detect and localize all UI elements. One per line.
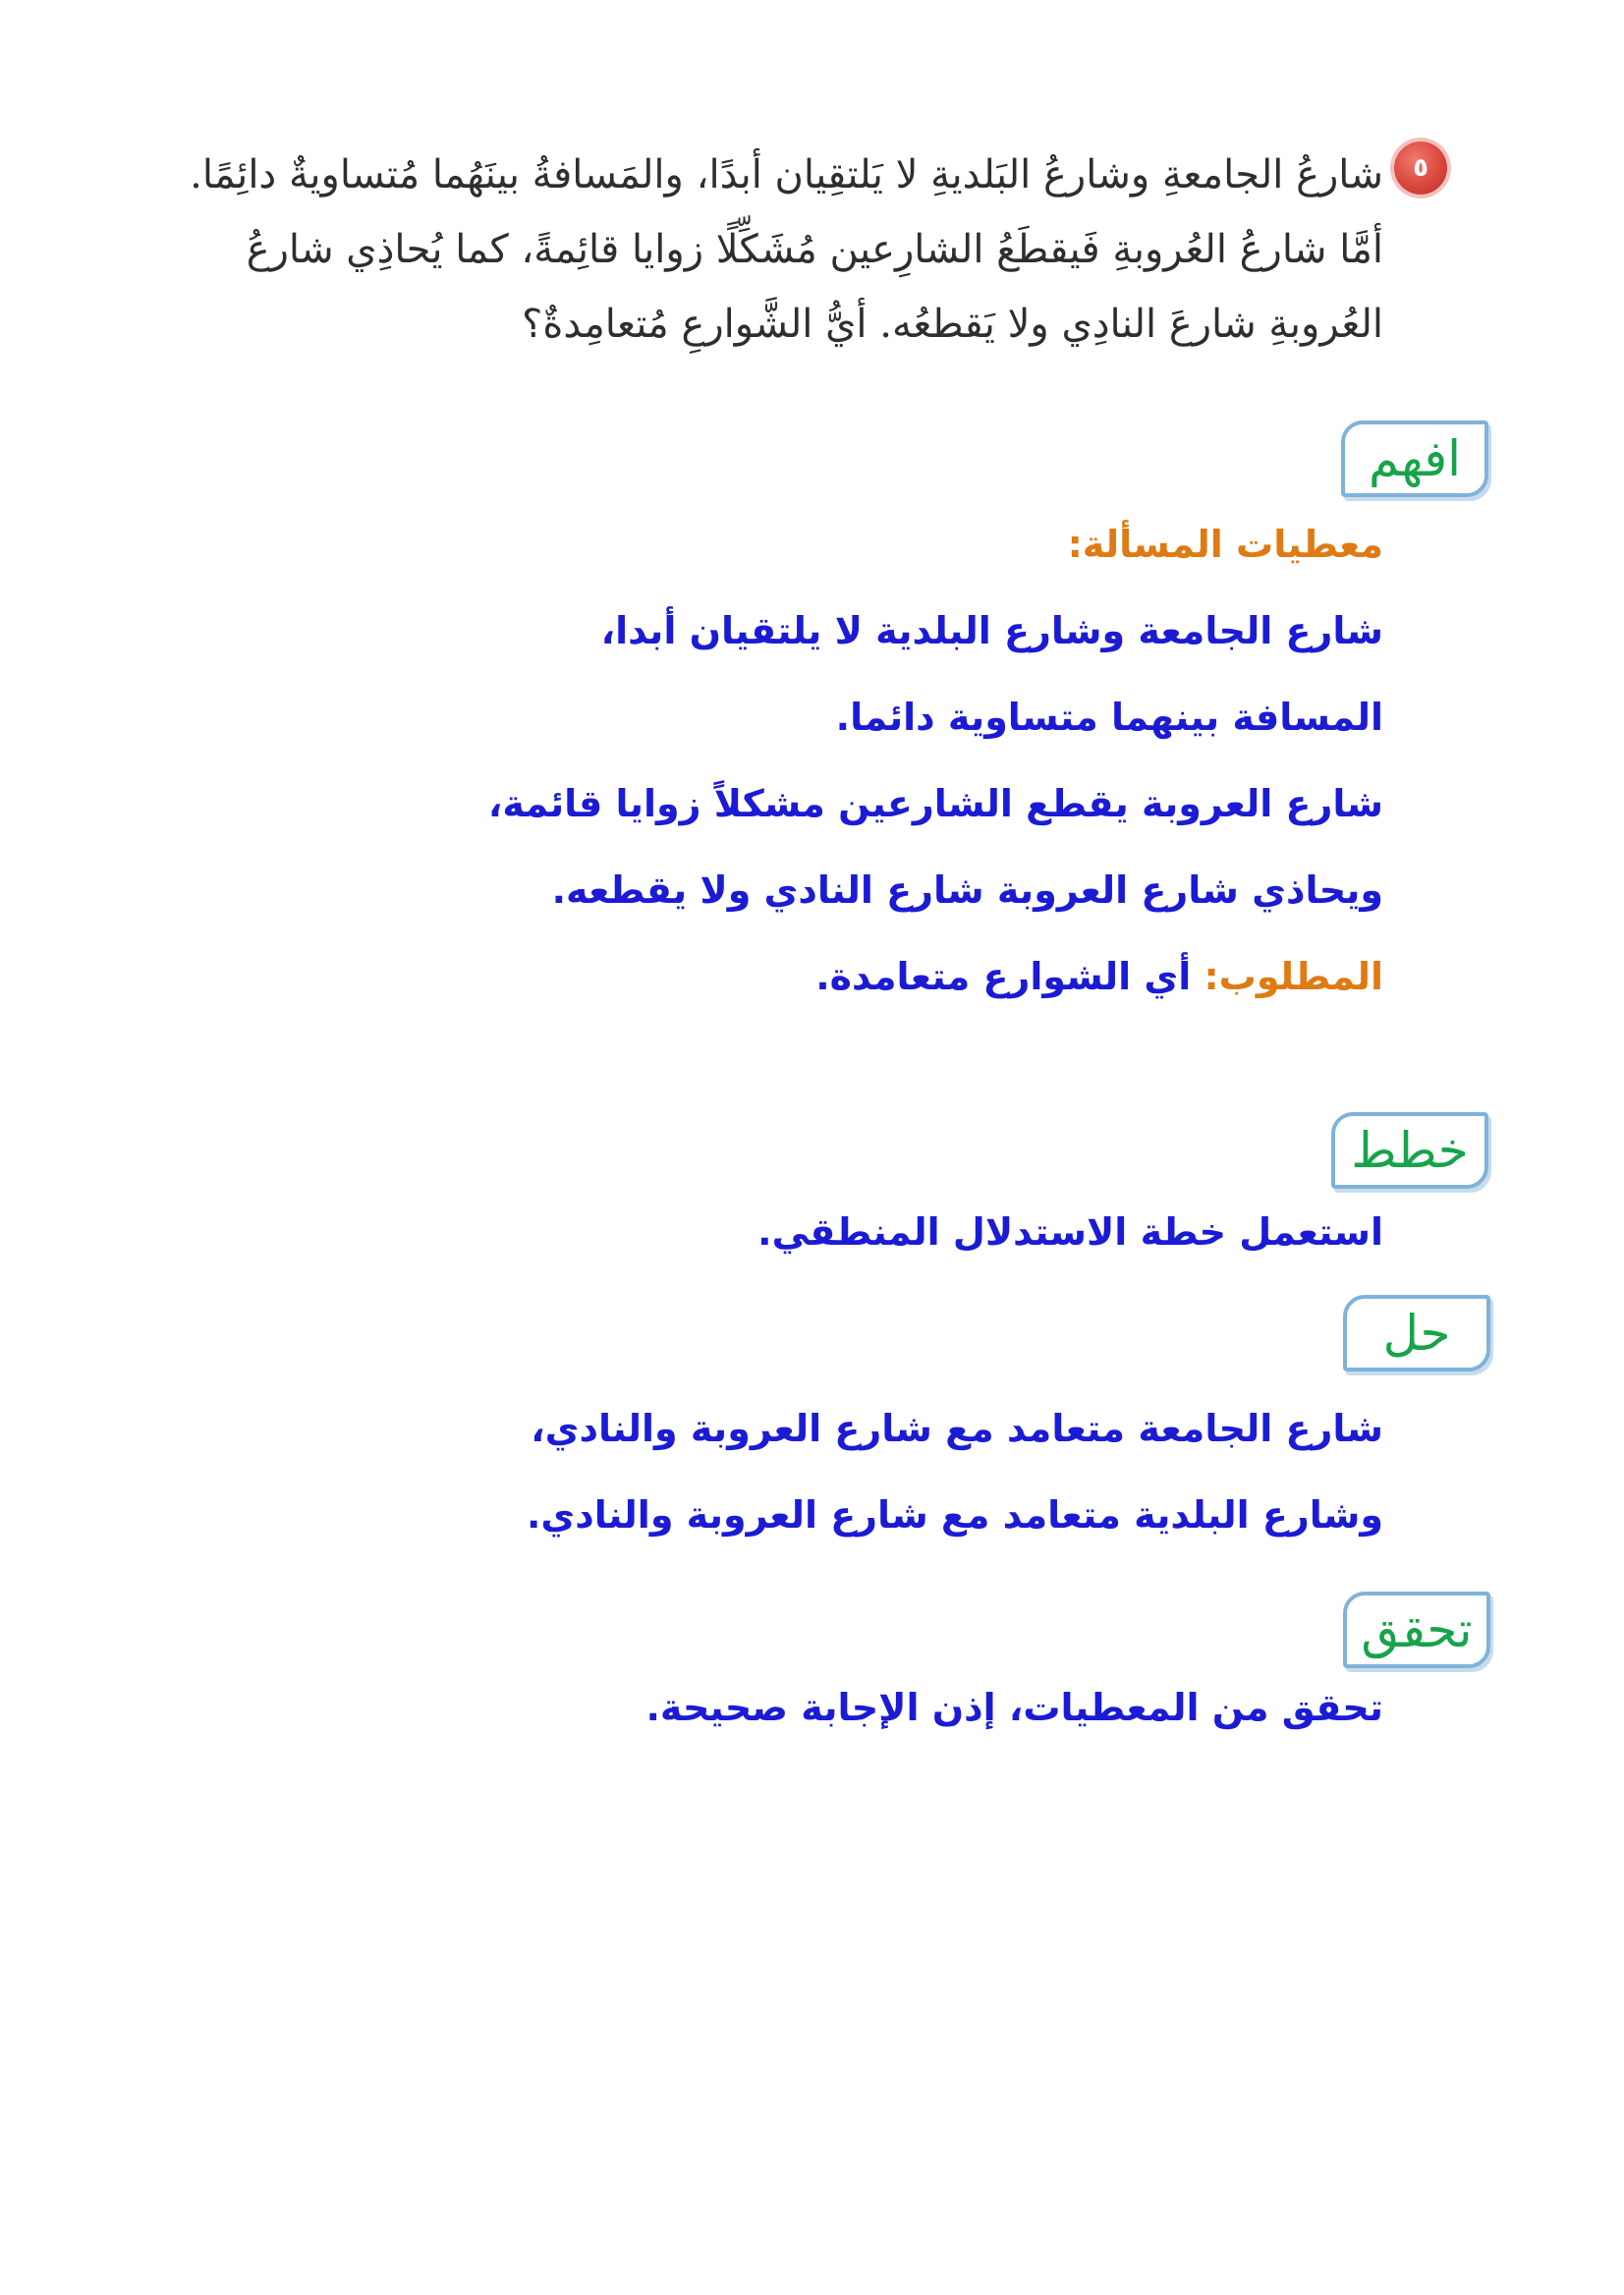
check-heading-box [1343,1592,1490,1668]
solve-section [499,1385,1383,1558]
plan-heading-box [1331,1112,1488,1189]
solve-heading: حل [1382,1305,1451,1362]
problem-statement [175,138,1383,362]
solve-heading-box [1343,1295,1490,1371]
given-item: ويحاذي شارع العروبة شارع النادي ولا يقطعه. [551,868,1383,912]
given-item: شارع الجامعة وشارع البلدية لا يلتقيان أبدا، [600,609,1383,652]
problem-number-badge: ٥ [1394,141,1447,195]
understand-heading-box [1341,420,1488,497]
solve-line: وشارع البلدية متعامد مع شارع العروبة والنادي. [526,1493,1383,1537]
plan-heading: خطط [1351,1122,1469,1179]
problem-line: العُروبةِ شارعَ النادِي ولا يَقطعُه. أيُّ الشَّوارعِ مُتعامِدةٌ؟ [522,302,1383,347]
required-label: المطلوب: [1204,955,1383,998]
check-text: تحقق من المعطيات، إذن الإجابة صحيحة. [645,1686,1383,1729]
solve-line: شارع الجامعة متعامد مع شارع العروبة والنادي، [531,1407,1383,1450]
given-item: المسافة بينهما متساوية دائما. [835,696,1383,739]
plan-text: استعمل خطة الاستدلال المنطقي. [757,1210,1383,1254]
problem-line: شارعُ الجامعةِ وشارعُ البَلديةِ لا يَلتقِيان أبدًا، والمَسافةُ بينَهُما مُتساويةٌ دائِمًا. [190,152,1383,197]
check-section [499,1664,1383,1751]
required-text: أي الشوارع متعامدة. [815,955,1192,998]
understand-section [487,501,1383,1020]
understand-heading: افهم [1368,430,1462,487]
given-item: شارع العروبة يقطع الشارعين مشكلاً زوايا قائمة، [487,782,1383,825]
givens-label: معطيات المسألة: [1067,523,1383,566]
required-row [499,933,1383,1020]
problem-line: أمَّا شارعُ العُروبةِ فَيقطَعُ الشارِعين مُشَكِّلًا زوايا قائِمةً، كما يُحاذِي شارعُ [246,227,1383,272]
check-heading: تحقق [1361,1601,1473,1658]
plan-section [499,1189,1383,1275]
